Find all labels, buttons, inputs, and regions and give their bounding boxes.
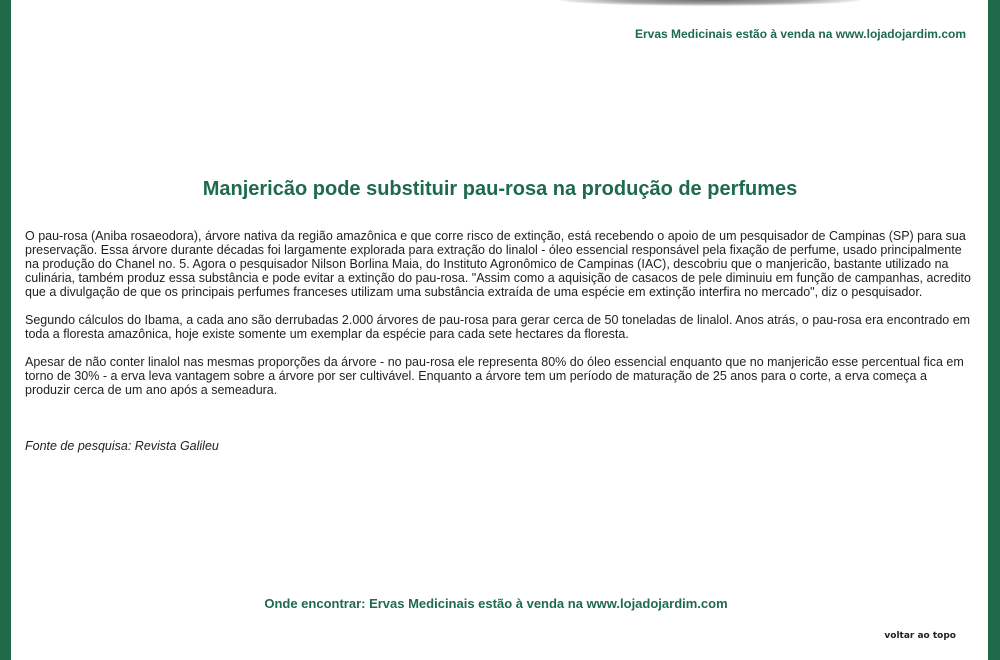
article-paragraph-1: O pau-rosa (Aniba rosaeodora), árvore nativa da região amazônica e que corre risco de extinção, está recebendo o apoio de um pesquisador de Campinas (SP) para sua preservação. Essa árvore durante décadas foi largamente explorada para extração do linalol - óleo essencial responsável pela fixação de perfume, usado principalmente na produção do Chanel no. 5. Agora o pesquisador Nilson Borlina Maia, do Instituto Agronômico de Campinas (IAC), descobriu que o manjericão, bastante utilizado na culinária, também produz essa substância e pode evitar a extinção do pau-rosa. "Assim como a aquisição de casacos de pele diminuiu em função de campanhas, acredito que a divulgação de que os principais perfumes franceses utilizam uma substância extraída de uma espécie em extinção interfira no mercado", diz o pesquisador.	[25, 229, 971, 299]
article-body	[25, 229, 975, 467]
top-shadow-decoration	[560, 0, 860, 6]
where-to-find-link[interactable]: Onde encontrar: Ervas Medicinais estão à venda na www.lojadojardim.com	[264, 596, 728, 611]
left-border-bar	[0, 0, 11, 660]
article-paragraph-2: Segundo cálculos do Ibama, a cada ano são derrubadas 2.000 árvores de pau-rosa para gerar cerca de 50 toneladas de linalol. Anos atrás, o pau-rosa era encontrado em toda a floresta amazônica, hoje existe somente um exemplar da espécie para cada sete hectares da floresta.	[25, 313, 971, 341]
right-border-bar	[988, 0, 1000, 660]
article-paragraph-3: Apesar de não conter linalol nas mesmas proporções da árvore - no pau-rosa ele representa 80% do óleo essencial enquanto que no manjericão esse percentual fica em torno de 30% - a erva leva vantagem sobre a árvore por ser cultivável. Enquanto a árvore tem um período de maturação de 25 anos para o corte, a erva começa a produzir cerca de um ano após a semeadura.	[25, 355, 964, 397]
article-title: Manjericão pode substituir pau-rosa na produção de perfumes	[202, 178, 798, 200]
article-source: Fonte de pesquisa: Revista Galileu	[25, 439, 219, 453]
back-to-top-link[interactable]: voltar ao topo	[884, 631, 956, 641]
store-link-header[interactable]: Ervas Medicinais estão à venda na www.lojadojardim.com	[634, 27, 966, 41]
